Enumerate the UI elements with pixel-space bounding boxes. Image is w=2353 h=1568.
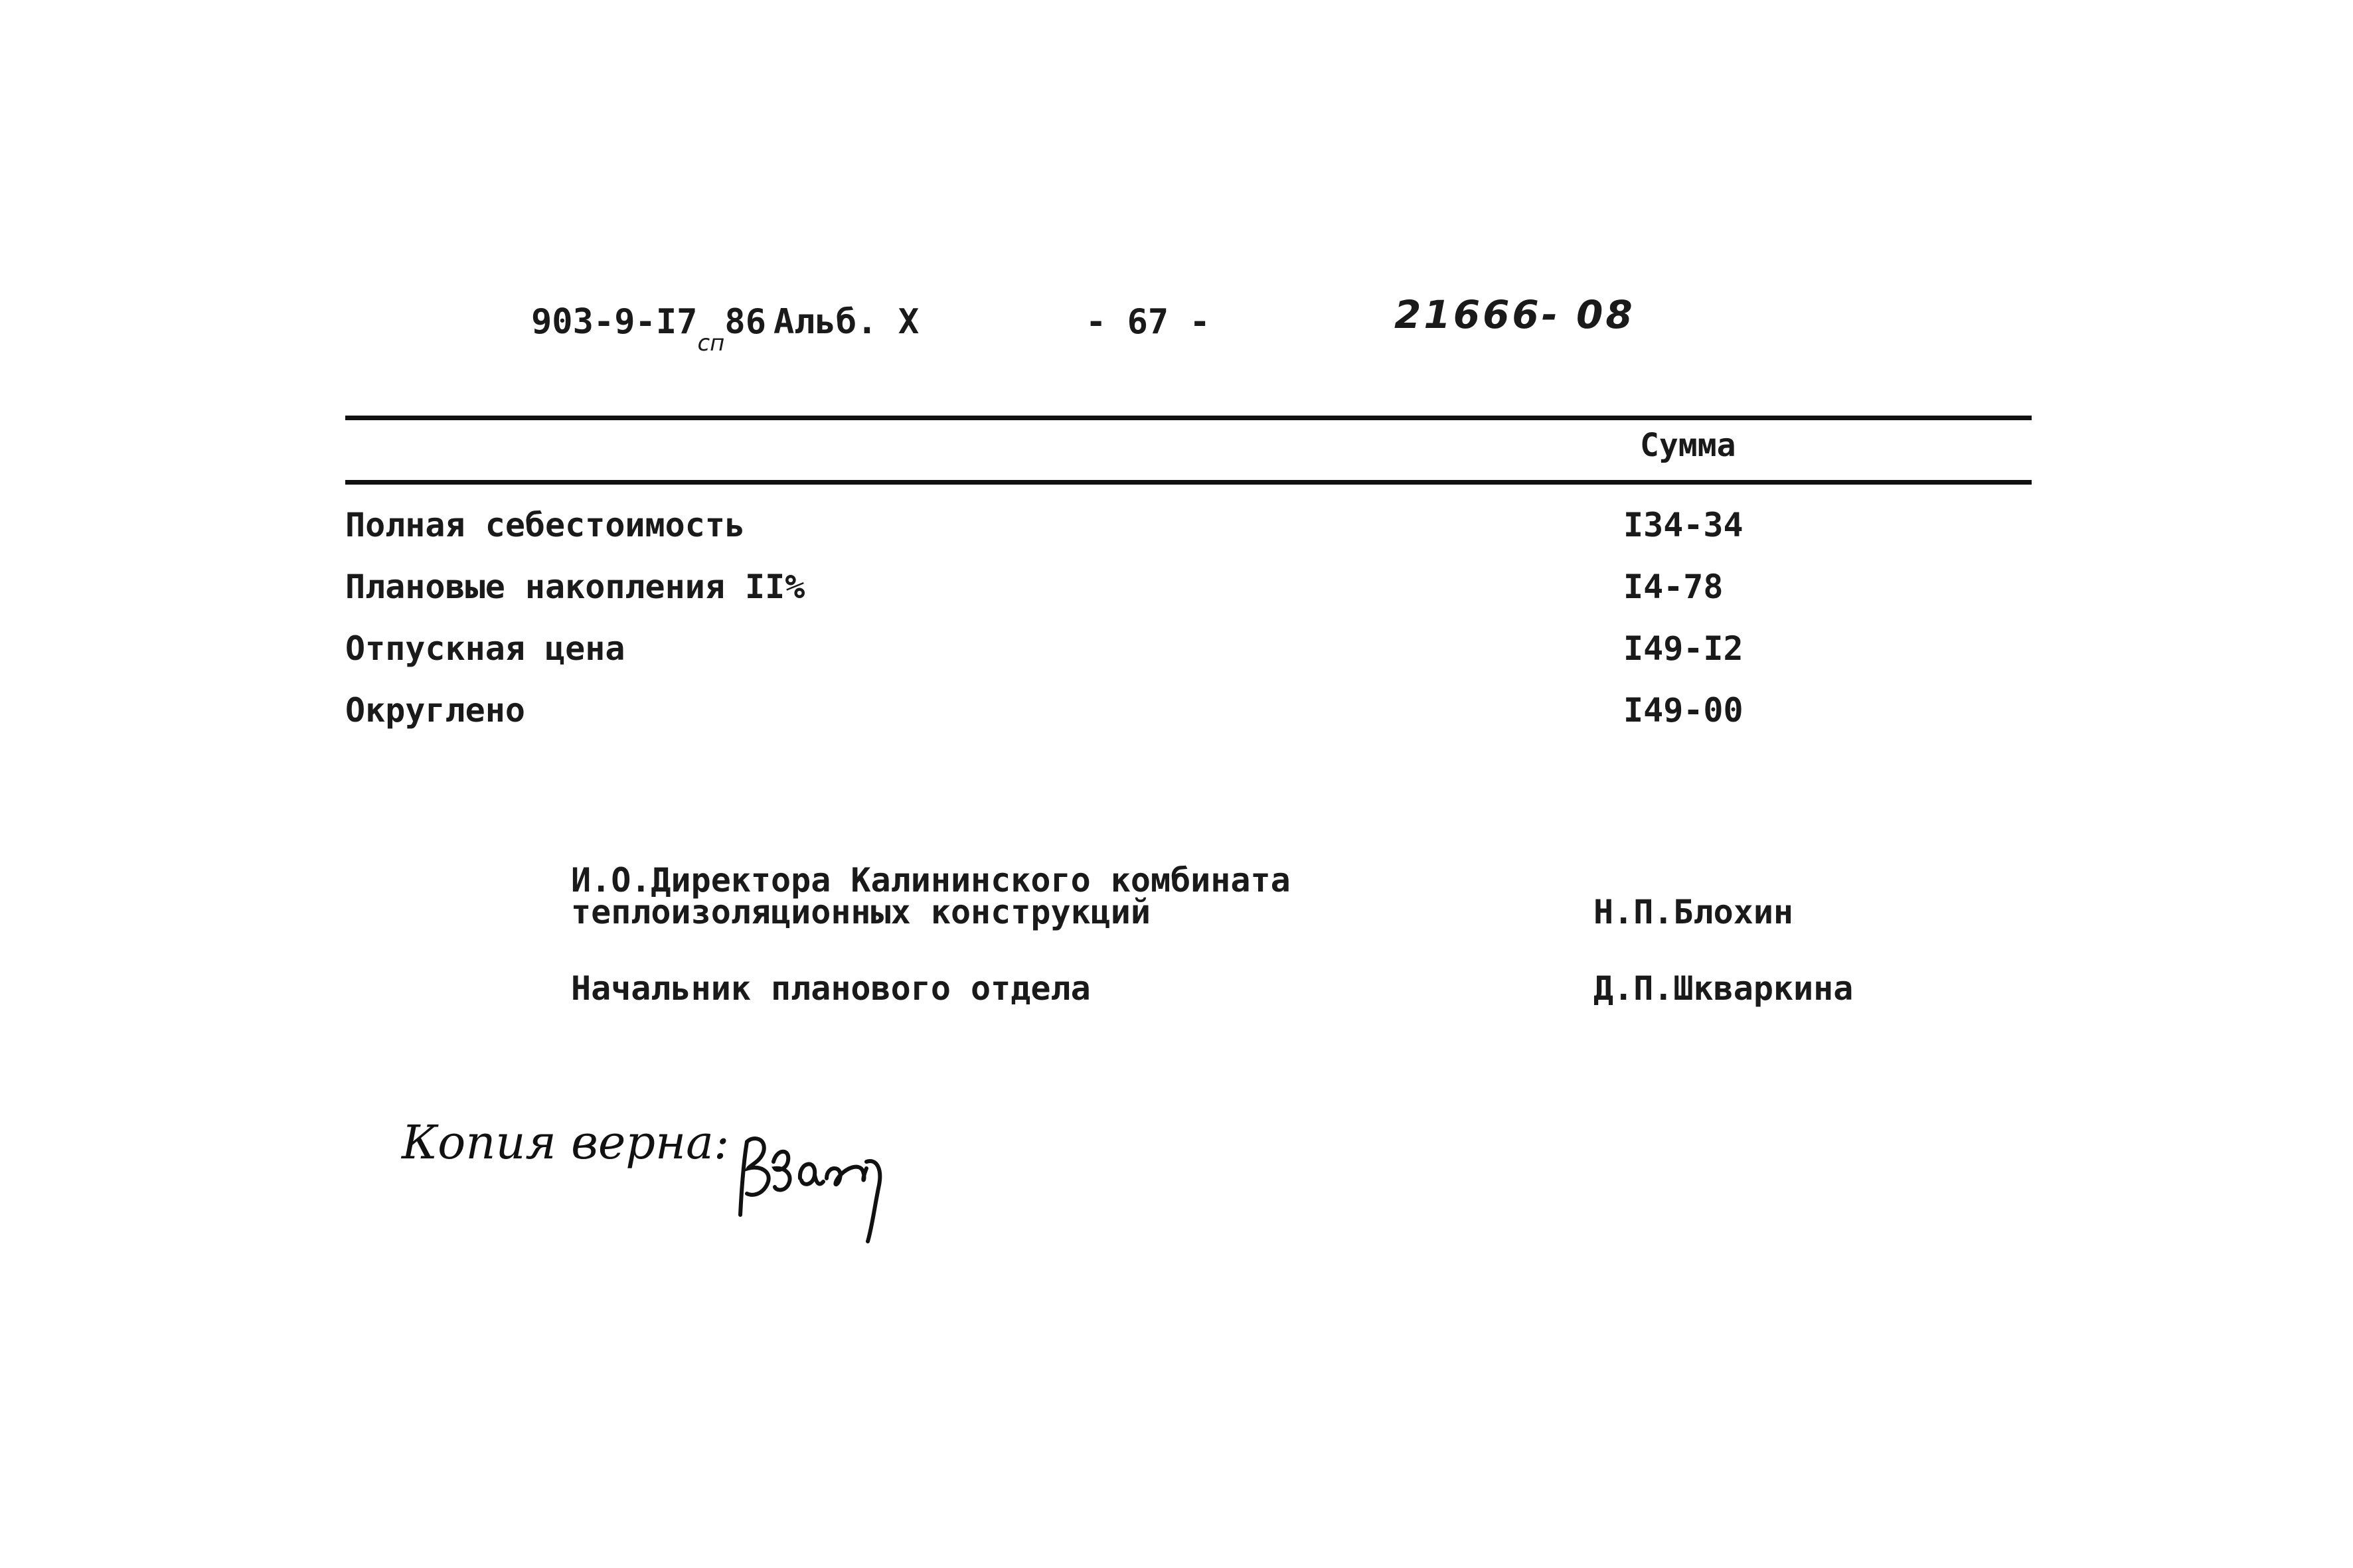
table-top-rule <box>345 416 2032 420</box>
row-label-rounded: Округлено <box>345 691 525 730</box>
row-label-release-price: Отпускная цена <box>345 629 625 668</box>
row-value-planned-accumulation: I4-78 <box>1623 568 1724 606</box>
document-code-main: 903-9-I7 <box>531 302 698 342</box>
document-code <box>531 302 767 356</box>
row-value-rounded: I49-00 <box>1623 691 1744 730</box>
row-label-planned-accumulation: Плановые накопления II% <box>345 568 805 606</box>
document-code-subscript: сп <box>697 330 725 356</box>
signatory-2-title: Начальник планового отдела <box>571 969 1091 1008</box>
row-label-full-cost: Полная себестоимость <box>345 506 746 544</box>
row-value-release-price: I49-I2 <box>1623 629 1744 668</box>
page-number: - 67 - <box>1086 302 1210 342</box>
row-value-full-cost: I34-34 <box>1623 506 1744 544</box>
handwritten-copy-certified: Копия верна: <box>402 1115 730 1170</box>
sum-column-header: Сумма <box>1640 427 1736 464</box>
table-header-rule <box>345 480 2032 485</box>
document-code-year: 86 <box>724 302 767 342</box>
handwritten-document-number: 21666- 08 <box>1394 292 1635 337</box>
handwritten-signature <box>727 1122 900 1248</box>
signatory-1-title-line1: И.О.Директора Калининского комбината <box>571 861 1291 900</box>
album-label: Альб. X <box>773 302 920 342</box>
signatory-1-title-line2: теплоизоляционных конструкций <box>571 893 1151 931</box>
signatory-2-name: Д.П.Шкваркина <box>1593 969 1854 1008</box>
signatory-1-name: Н.П.Блохин <box>1593 893 1794 931</box>
